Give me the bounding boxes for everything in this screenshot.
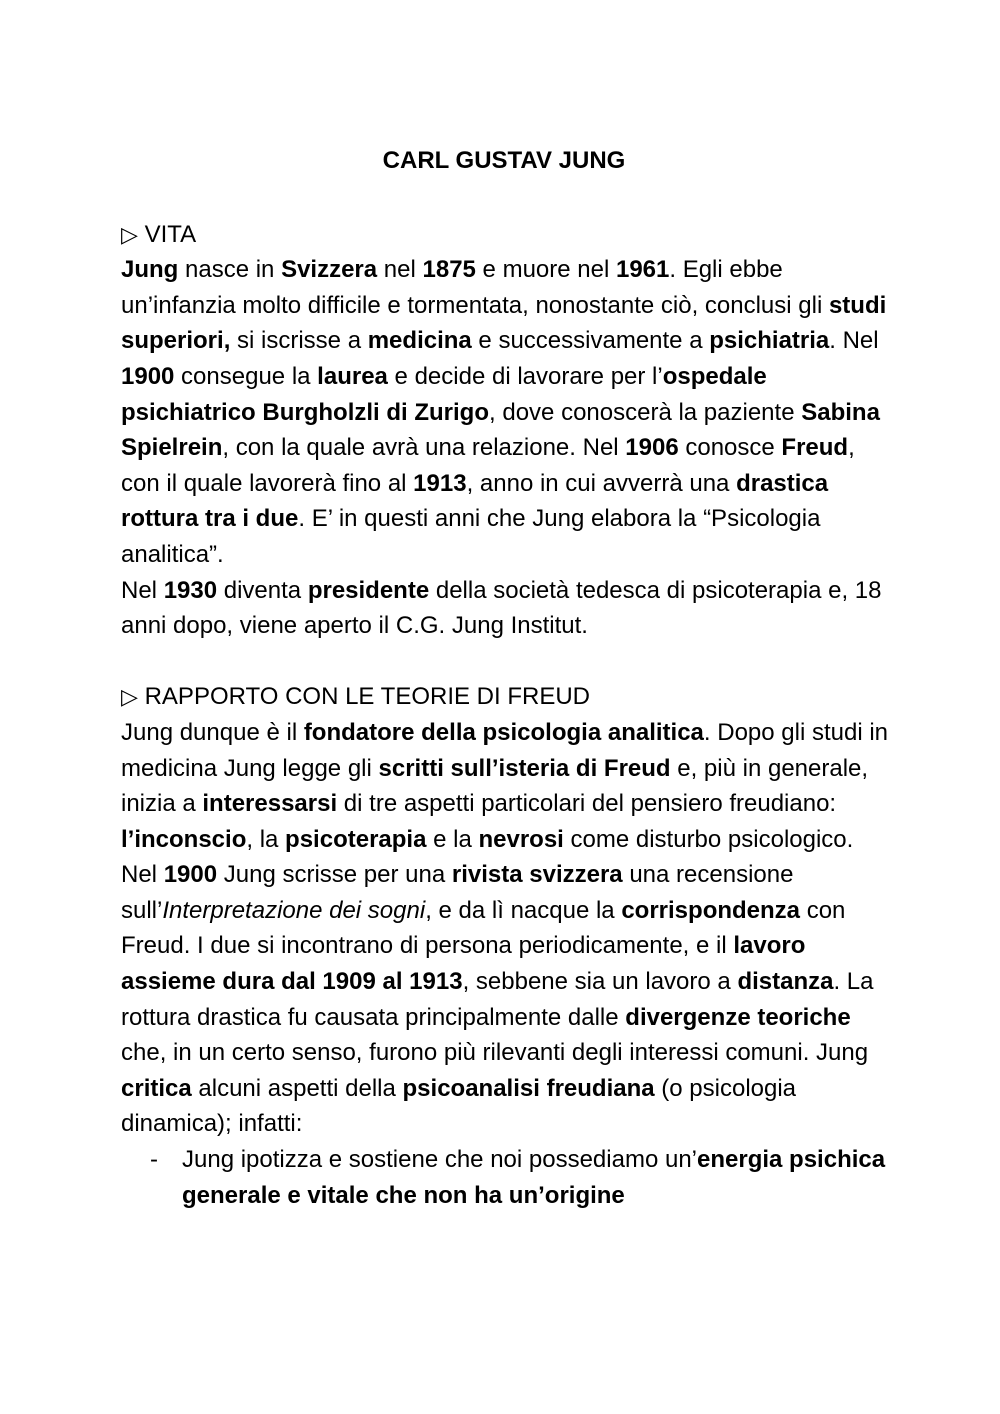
bold-text: Freud	[781, 434, 849, 462]
text-run: e decide di lavorare per l’	[387, 362, 663, 390]
bold-text: psicoterapia	[285, 825, 427, 853]
bold-text: fondatore della psicologia analitica	[303, 718, 704, 746]
text-run: , e da lì nacque la	[425, 896, 622, 924]
bold-text: drastica rottura tra i due	[121, 469, 829, 533]
bold-text: studi superiori,	[121, 291, 887, 355]
bold-text: critica	[121, 1074, 192, 1102]
section-vita	[121, 217, 891, 644]
paragraph	[121, 857, 891, 1142]
document-title: CARL GUSTAV JUNG	[382, 147, 626, 174]
bold-text: l’inconscio	[121, 825, 247, 853]
bold-text: energia psichica generale e vitale che non ha un’origine	[182, 1146, 886, 1209]
bold-text: 1913	[413, 469, 467, 497]
text-run: , dove conoscerà la paziente	[489, 398, 802, 426]
text-run: , anno in cui avverrà una	[466, 469, 737, 497]
bold-text: nevrosi	[478, 825, 564, 853]
bold-text: psicoanalisi freudiana	[402, 1074, 655, 1102]
bold-text: corrispondenza	[621, 896, 801, 924]
list-item	[121, 1142, 891, 1213]
text-run: con Freud. I due si incontrano di persona periodicamente, e il	[121, 896, 846, 960]
text-run: Nel	[121, 861, 164, 889]
text-run: . Nel	[829, 327, 879, 355]
section-heading-label: VITA	[144, 220, 197, 248]
bold-text: 1930	[163, 576, 218, 604]
dash-icon: -	[150, 1146, 158, 1174]
text-run: , la	[246, 825, 286, 853]
text-run: , con il quale lavorerà fino al	[121, 434, 855, 497]
text-run: e successivamente a	[471, 327, 710, 355]
bold-text: ospedale psichiatrico Burgholzli di Zurigo	[121, 362, 767, 426]
bold-text: medicina	[367, 327, 472, 355]
bold-text: lavoro assieme dura dal 1909 al 1913	[121, 932, 806, 996]
section-gap	[121, 644, 891, 680]
text-run: . Egli ebbe un’infanzia molto difficile e tormentata, nonostante ciò, conclusi gli	[121, 256, 829, 319]
text-run: si iscrisse a	[230, 327, 368, 355]
text-run: nel	[377, 256, 423, 284]
bold-text: psichiatria	[709, 327, 830, 355]
text-run: di tre aspetti particolari del pensiero freudiano:	[337, 790, 837, 818]
text-run: e, più in generale, inizia a	[121, 754, 869, 818]
text-run: , sebbene sia un lavoro a	[462, 968, 738, 996]
text-run: diventa	[217, 576, 308, 604]
text-run: . La rottura drastica fu causata principalmente dalle	[121, 968, 874, 1031]
text-run: Jung ipotizza e sostiene che noi possediamo un’	[182, 1146, 697, 1174]
text-run: conosce	[678, 434, 782, 462]
section-heading	[121, 217, 891, 253]
paragraph	[121, 715, 891, 857]
text-run: alcuni aspetti della	[191, 1074, 403, 1102]
text-run: consegue la	[174, 362, 318, 390]
triangle-icon: ▷	[121, 684, 138, 710]
text-run: , con la quale avrà una relazione. Nel	[222, 434, 626, 462]
text-run: Jung dunque è il	[121, 718, 304, 746]
bold-text: 1900	[121, 362, 175, 390]
bold-text: 1900	[163, 861, 218, 889]
section-heading	[121, 679, 891, 715]
bold-text: 1875	[422, 256, 476, 284]
document-page	[121, 143, 891, 1213]
text-run: una recensione sull’	[121, 861, 794, 924]
bold-text: divergenze teoriche	[625, 1003, 851, 1031]
text-run: . Dopo gli studi in medicina Jung legge gli	[121, 718, 889, 782]
list-item-text	[182, 1146, 885, 1209]
bold-text: rivista svizzera	[451, 861, 623, 889]
paragraph	[121, 573, 891, 644]
bold-text: Jung	[121, 256, 179, 284]
bold-text: presidente	[307, 576, 430, 604]
bullet-list	[121, 1142, 891, 1213]
bold-text: 1961	[615, 256, 670, 284]
paragraph	[121, 252, 891, 572]
text-run: . E’ in questi anni che Jung elabora la “Psicologia analitica”.	[121, 505, 821, 568]
text-run: e la	[426, 825, 479, 853]
bold-text: Svizzera	[281, 256, 378, 284]
bold-text: 1906	[625, 434, 679, 462]
section-rapporto-freud	[121, 679, 891, 1213]
text-run: Nel	[121, 576, 164, 604]
section-heading-label: RAPPORTO CON LE TEORIE DI FREUD	[144, 683, 591, 711]
italic-text: Interpretazione dei sogni	[162, 896, 426, 924]
text-run: nasce in	[178, 256, 282, 284]
text-run: della società tedesca di psicoterapia e, 18 anni dopo, viene aperto il C.G. Jung Institut.	[121, 576, 882, 640]
text-run: che, in un certo senso, furono più rilevanti degli interessi comuni. Jung	[121, 1039, 869, 1067]
text-run: come disturbo psicologico.	[563, 825, 854, 853]
bold-text: interessarsi	[202, 790, 338, 818]
bold-text: distanza	[737, 968, 834, 996]
bold-text: laurea	[317, 362, 388, 390]
bold-text: Sabina Spielrein	[121, 398, 880, 462]
text-run: (o psicologia dinamica); infatti:	[121, 1074, 797, 1138]
bold-text: scritti sull’isteria di Freud	[378, 754, 671, 782]
triangle-icon: ▷	[121, 221, 138, 247]
text-run: Jung scrisse per una	[217, 861, 452, 889]
text-run: e muore nel	[475, 256, 616, 284]
